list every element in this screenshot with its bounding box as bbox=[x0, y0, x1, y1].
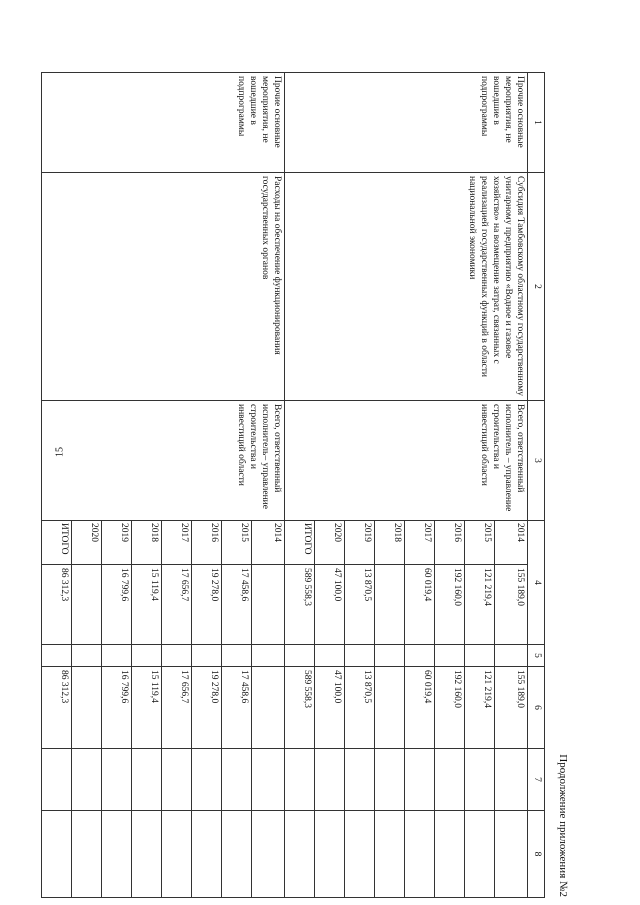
col8-cell bbox=[42, 811, 72, 898]
col5-cell bbox=[405, 645, 435, 667]
rotated-page bbox=[59, 72, 569, 897]
col7-cell bbox=[285, 749, 315, 811]
measure-name: Субсидия Тамбовскому областному государственному унитарному предприятию «Водное и газовое хозяйство» на возмещение затрат, связанных с реализацией государственных функций в области национальной экономики bbox=[285, 173, 528, 401]
column-number: 6 bbox=[528, 667, 545, 749]
col7-cell bbox=[405, 749, 435, 811]
total-cell: 47 100,0 bbox=[315, 565, 345, 645]
year-cell: 2016 bbox=[192, 521, 222, 565]
col7-cell bbox=[42, 749, 72, 811]
total-cell: 17 458,6 bbox=[222, 565, 252, 645]
year-cell: 2020 bbox=[72, 521, 102, 565]
col5-cell bbox=[375, 645, 405, 667]
col5-cell bbox=[162, 645, 192, 667]
column-number: 8 bbox=[528, 811, 545, 898]
column-number-row bbox=[528, 73, 545, 898]
column-number: 3 bbox=[528, 401, 545, 521]
col6-cell bbox=[72, 667, 102, 749]
col7-cell bbox=[435, 749, 465, 811]
col8-cell bbox=[495, 811, 528, 898]
year-cell: 2019 bbox=[345, 521, 375, 565]
col5-cell bbox=[345, 645, 375, 667]
total-cell: 13 870,5 bbox=[345, 565, 375, 645]
col6-cell: 19 278,0 bbox=[192, 667, 222, 749]
col5-cell bbox=[435, 645, 465, 667]
col7-cell bbox=[315, 749, 345, 811]
col6-cell: 17 656,7 bbox=[162, 667, 192, 749]
year-cell: 2015 bbox=[222, 521, 252, 565]
total-cell bbox=[375, 565, 405, 645]
column-number: 2 bbox=[528, 173, 545, 401]
col6-cell bbox=[375, 667, 405, 749]
col8-cell bbox=[72, 811, 102, 898]
column-number: 1 bbox=[528, 73, 545, 173]
col5-cell bbox=[132, 645, 162, 667]
total-cell bbox=[72, 565, 102, 645]
total-cell: 19 278,0 bbox=[192, 565, 222, 645]
measure-category: Прочие основные мероприятия, не вошедшие в подпрограммы bbox=[285, 73, 528, 173]
col6-cell: 589 558,3 bbox=[285, 667, 315, 749]
col8-cell bbox=[162, 811, 192, 898]
col8-cell bbox=[345, 811, 375, 898]
year-cell: 2014 bbox=[495, 521, 528, 565]
col6-cell: 15 119,4 bbox=[132, 667, 162, 749]
col6-cell: 155 189,0 bbox=[495, 667, 528, 749]
year-cell: 2015 bbox=[465, 521, 495, 565]
column-number: 4 bbox=[528, 521, 545, 645]
col8-cell bbox=[252, 811, 285, 898]
page-number: 15 bbox=[54, 447, 66, 457]
col7-cell bbox=[102, 749, 132, 811]
col5-cell bbox=[285, 645, 315, 667]
col8-cell bbox=[222, 811, 252, 898]
col8-cell bbox=[375, 811, 405, 898]
year-cell: 2018 bbox=[375, 521, 405, 565]
col6-cell: 121 219,4 bbox=[465, 667, 495, 749]
col6-cell: 86 312,3 bbox=[42, 667, 72, 749]
col5-cell bbox=[252, 645, 285, 667]
year-cell: 2020 bbox=[315, 521, 345, 565]
total-cell: 15 119,4 bbox=[132, 565, 162, 645]
total-cell: 121 219,4 bbox=[465, 565, 495, 645]
col7-cell bbox=[72, 749, 102, 811]
table-row bbox=[252, 73, 285, 898]
year-cell: 2014 bbox=[252, 521, 285, 565]
col8-cell bbox=[102, 811, 132, 898]
responsible-executor: Всего, ответственный исполнитель– управление строительства и инвестиций области bbox=[42, 401, 285, 521]
table-row bbox=[495, 73, 528, 898]
col6-cell bbox=[252, 667, 285, 749]
budget-table bbox=[41, 72, 545, 898]
total-cell: 60 019,4 bbox=[405, 565, 435, 645]
col5-cell bbox=[495, 645, 528, 667]
col5-cell bbox=[465, 645, 495, 667]
measure-category: Прочие основные мероприятия, не вошедшие в подпрограммы bbox=[42, 73, 285, 173]
col6-cell: 47 100,0 bbox=[315, 667, 345, 749]
col7-cell bbox=[345, 749, 375, 811]
col5-cell bbox=[315, 645, 345, 667]
total-cell: 17 656,7 bbox=[162, 565, 192, 645]
total-cell bbox=[252, 565, 285, 645]
col5-cell bbox=[72, 645, 102, 667]
col5-cell bbox=[222, 645, 252, 667]
col7-cell bbox=[252, 749, 285, 811]
col8-cell bbox=[192, 811, 222, 898]
col7-cell bbox=[375, 749, 405, 811]
total-cell: 589 558,3 bbox=[285, 565, 315, 645]
col6-cell: 16 799,6 bbox=[102, 667, 132, 749]
col7-cell bbox=[162, 749, 192, 811]
col8-cell bbox=[315, 811, 345, 898]
total-cell: 16 799,6 bbox=[102, 565, 132, 645]
col5-cell bbox=[102, 645, 132, 667]
col5-cell bbox=[192, 645, 222, 667]
year-cell: 2018 bbox=[132, 521, 162, 565]
col8-cell bbox=[405, 811, 435, 898]
measure-name: Расходы на обеспечение функционирования государственных органов bbox=[42, 173, 285, 401]
year-cell: 2016 bbox=[435, 521, 465, 565]
col7-cell bbox=[465, 749, 495, 811]
col6-cell: 192 160,0 bbox=[435, 667, 465, 749]
col6-cell: 17 458,6 bbox=[222, 667, 252, 749]
col7-cell bbox=[222, 749, 252, 811]
col8-cell bbox=[465, 811, 495, 898]
year-cell: 2019 bbox=[102, 521, 132, 565]
year-cell: 2017 bbox=[162, 521, 192, 565]
col7-cell bbox=[495, 749, 528, 811]
col6-cell: 13 870,5 bbox=[345, 667, 375, 749]
year-cell: 2017 bbox=[405, 521, 435, 565]
responsible-executor: Всего, ответственный исполнитель – управление строительства и инвестиций области bbox=[285, 401, 528, 521]
col7-cell bbox=[132, 749, 162, 811]
year-cell: ИТОГО bbox=[285, 521, 315, 565]
column-number: 5 bbox=[528, 645, 545, 667]
total-cell: 155 189,0 bbox=[495, 565, 528, 645]
total-cell: 192 160,0 bbox=[435, 565, 465, 645]
col5-cell bbox=[42, 645, 72, 667]
continuation-label: Продолжение приложения №2 bbox=[557, 754, 569, 897]
col7-cell bbox=[192, 749, 222, 811]
column-number: 7 bbox=[528, 749, 545, 811]
col8-cell bbox=[132, 811, 162, 898]
total-cell: 86 312,3 bbox=[42, 565, 72, 645]
col8-cell bbox=[435, 811, 465, 898]
col6-cell: 60 019,4 bbox=[405, 667, 435, 749]
col8-cell bbox=[285, 811, 315, 898]
year-cell: ИТОГО bbox=[42, 521, 72, 565]
